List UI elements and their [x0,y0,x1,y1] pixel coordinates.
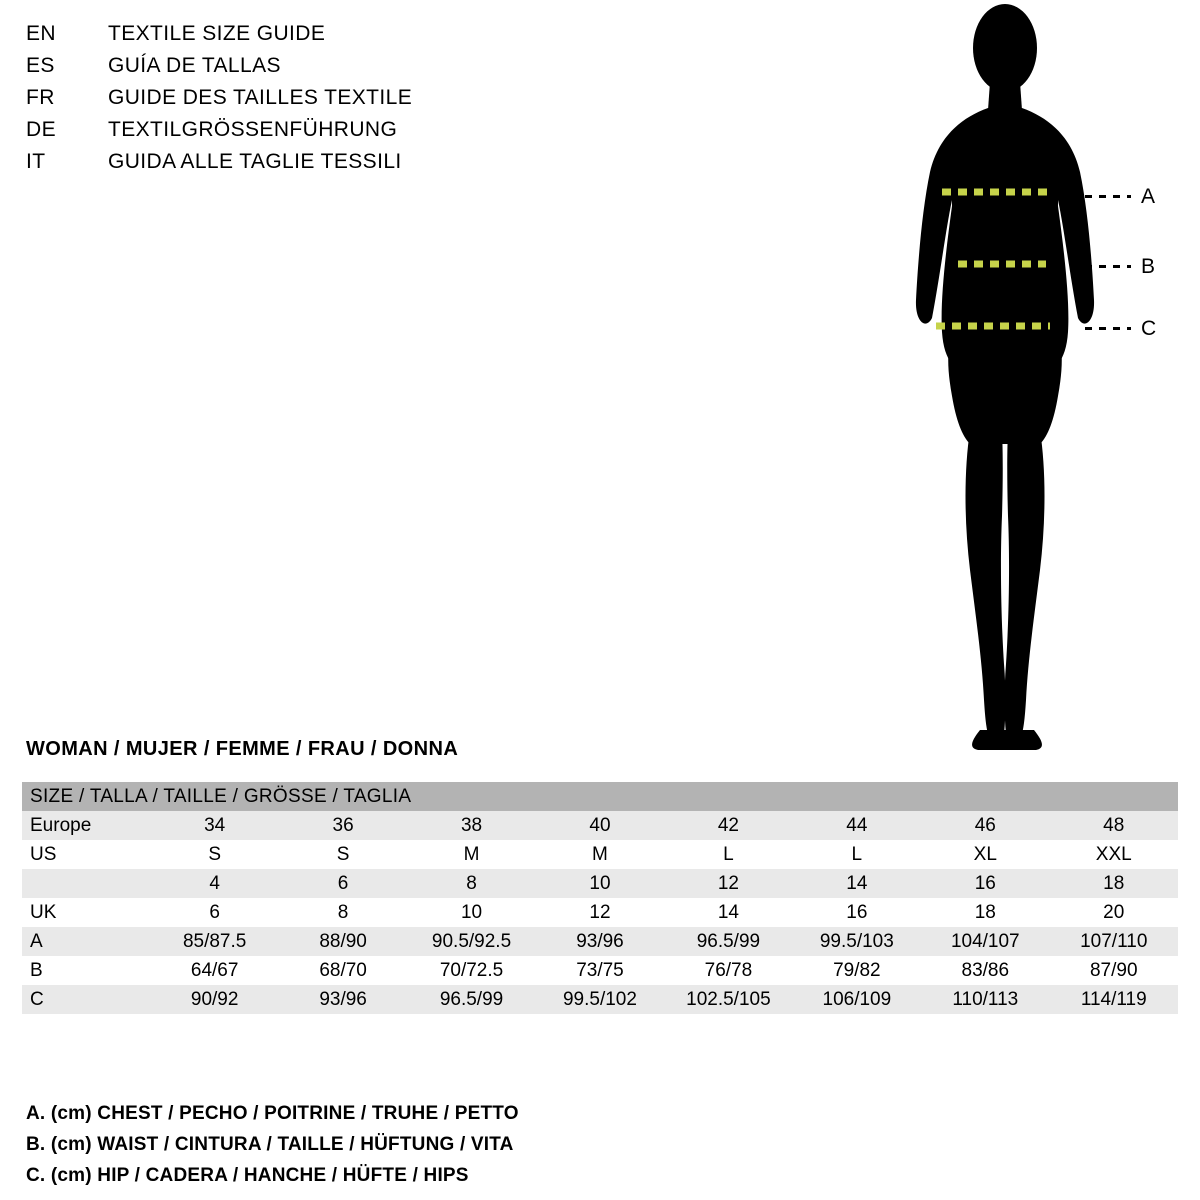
table-cell: 76/78 [704,959,753,981]
table-cell: 93/96 [536,927,664,956]
language-row [26,150,586,182]
table-cell: 83/86 [961,959,1010,981]
row-label: C [22,985,150,1014]
table-cell: 40 [536,811,664,840]
table-row [22,898,1178,927]
table-cell: L [723,843,734,865]
table-cell: 96.5/99 [664,927,792,956]
row-label: US [30,843,57,865]
table-header-label: SIZE / TALLA / TAILLE / GRÖSSE / TAGLIA [22,782,1178,811]
table-row [22,869,1178,898]
table-cell: 87/90 [1089,959,1138,981]
table-cell: M [592,843,608,865]
language-code: EN [26,22,56,45]
footnote-a: A. (cm) CHEST / PECHO / POITRINE / TRUHE / PETTO [26,1103,519,1124]
language-title: GUIDA ALLE TAGLIE TESSILI [108,150,402,173]
table-cell: 79/82 [833,959,881,981]
row-label [22,869,150,898]
row-label: Europe [22,811,150,840]
table-cell: 6 [279,869,407,898]
table-cell: 10 [536,869,664,898]
marker-label: A [1141,184,1156,208]
table-header-row [22,782,1178,811]
table-cell: 20 [1103,901,1125,923]
table-cell: 104/107 [921,927,1049,956]
language-title-block [26,22,586,182]
language-row [26,54,586,86]
table-cell: 4 [150,869,278,898]
row-label: A [22,927,150,956]
table-cell: 114/119 [1050,985,1179,1014]
table-cell: 8 [337,901,349,923]
table-cell: 34 [150,811,278,840]
table-cell: 99.5/102 [536,985,664,1014]
language-code: IT [26,150,46,173]
language-title: GUIDE DES TAILLES TEXTILE [108,86,413,109]
table-cell: 93/96 [279,985,407,1014]
table-cell: 90/92 [150,985,278,1014]
table-cell: 16 [921,869,1049,898]
table-cell: 107/110 [1050,927,1179,956]
section-title: WOMAN / MUJER / FEMME / FRAU / DONNA [26,738,459,760]
table-cell: 10 [460,901,483,923]
table-cell: 106/109 [793,985,921,1014]
table-cell: 48 [1050,811,1179,840]
table-cell: 88/90 [279,927,407,956]
table-cell: 36 [279,811,407,840]
marker-label: C [1141,316,1157,340]
table-cell: 44 [793,811,921,840]
language-row [26,22,586,54]
table-cell: 12 [589,901,611,923]
table-cell: 18 [1050,869,1179,898]
marker-a [1085,186,1156,206]
table-cell: 14 [717,901,739,923]
table-cell: 68/70 [319,959,367,981]
table-cell: S [336,843,350,865]
marker-b [1085,256,1156,276]
table-cell: 96.5/99 [407,985,535,1014]
language-title: TEXTILGRÖSSENFÜHRUNG [108,118,398,141]
table-cell: 73/75 [576,959,624,981]
table-cell: 102.5/105 [664,985,792,1014]
table-cell: 90.5/92.5 [407,927,535,956]
size-table [22,782,1178,1014]
table-row [22,956,1178,985]
language-code: ES [26,54,55,77]
table-cell: 46 [921,811,1049,840]
table-cell: 70/72.5 [439,959,504,981]
table-cell: 6 [209,901,220,923]
table-cell: 110/113 [921,985,1049,1014]
row-label: B [30,959,43,981]
footnotes-block [26,1098,519,1191]
marker-c [1085,318,1157,338]
footnote-c: C. (cm) HIP / CADERA / HANCHE / HÜFTE / HIPS [26,1165,469,1186]
table-cell: 16 [846,901,868,923]
table-cell: 85/87.5 [150,927,278,956]
footnote-b: B. (cm) WAIST / CINTURA / TAILLE / HÜFTUNG / VITA [26,1134,514,1155]
table-cell: 64/67 [190,959,239,981]
marker-label: B [1141,254,1156,278]
table-cell: 12 [664,869,792,898]
table-cell: 18 [974,901,996,923]
table-cell: L [851,843,863,865]
language-title: TEXTILE SIZE GUIDE [108,22,326,45]
language-code: FR [26,86,55,109]
leader-dash-icon [1085,327,1131,330]
leader-dash-icon [1085,195,1131,198]
table-cell: 42 [664,811,792,840]
table-cell: XXL [1095,843,1132,865]
table-row [22,840,1178,869]
language-row [26,86,586,118]
row-label: UK [30,901,57,923]
table-cell: 8 [407,869,535,898]
table-row [22,985,1178,1014]
language-title: GUÍA DE TALLAS [108,54,281,77]
language-code: DE [26,118,56,141]
measurement-figure [860,0,1200,770]
table-cell: 38 [407,811,535,840]
table-row [22,811,1178,840]
language-row [26,118,586,150]
table-cell: XL [973,843,997,865]
woman-silhouette-icon [860,0,1200,770]
table-cell: M [463,843,480,865]
leader-dash-icon [1085,265,1131,268]
table-cell: 99.5/103 [793,927,921,956]
table-cell: S [208,843,221,865]
table-cell: 14 [793,869,921,898]
table-row [22,927,1178,956]
